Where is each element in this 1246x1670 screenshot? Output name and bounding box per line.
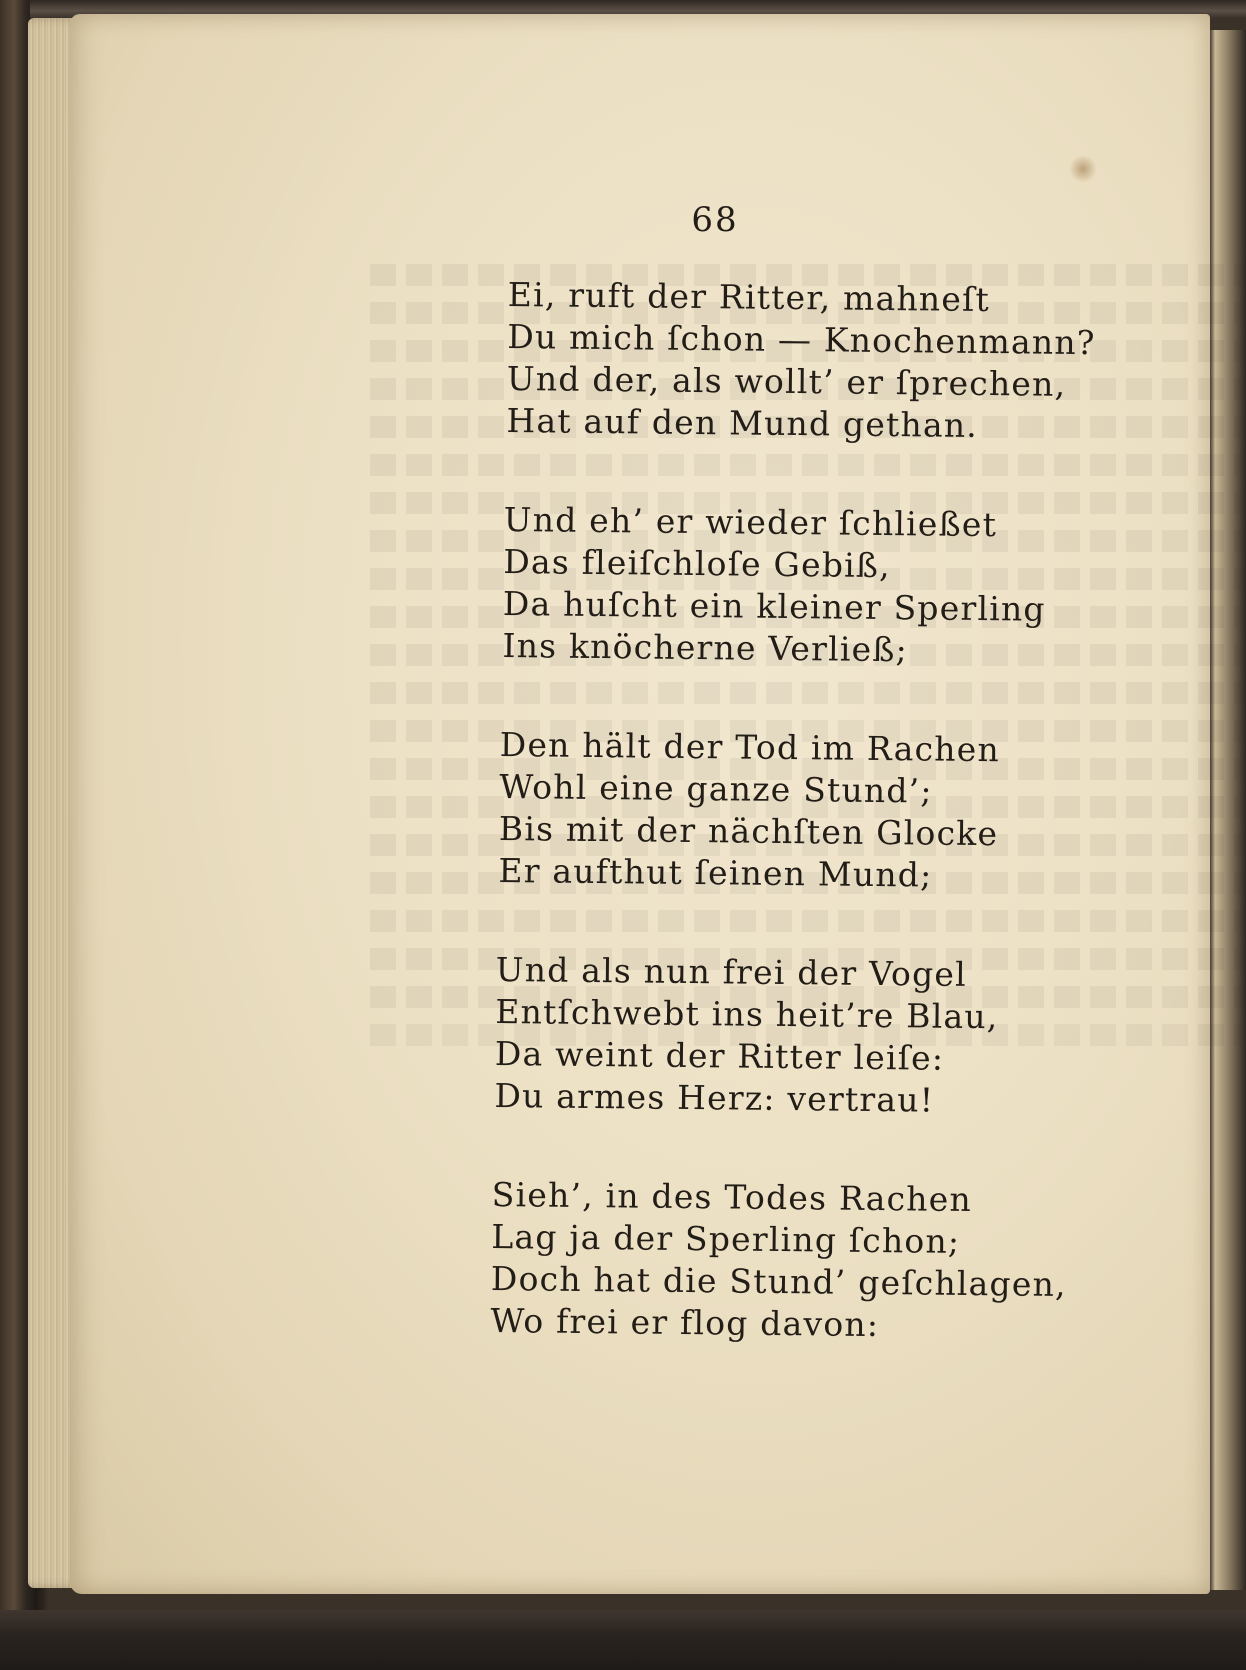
poem-line: Wo frei er flog davon: <box>490 1300 880 1345</box>
poem-text-block <box>70 14 1210 1594</box>
poem-line: Wohl eine ganze Stund’; <box>499 766 933 811</box>
poem-line: Du mich ſchon — Knochenmann? <box>507 316 1096 363</box>
book-cover-bottom-edge <box>0 1610 1246 1670</box>
poem-line: Doch hat die Stund’ geſchlagen, <box>490 1258 1067 1305</box>
poem-line: Da huſcht ein kleiner Sperling <box>502 583 1046 629</box>
poem-line: Du armes Herz: vertrau! <box>494 1075 935 1120</box>
poem-line: Bis mit der nächſten Glocke <box>498 808 999 854</box>
poem-line: Hat auf den Mund gethan. <box>506 400 979 445</box>
stanza-1 <box>506 274 1096 448</box>
stanza-5 <box>490 1174 1068 1348</box>
stanza-4 <box>494 949 999 1122</box>
poem-line: Entſchwebt ins heit’re Blau, <box>495 991 999 1037</box>
page-number: 68 <box>691 200 739 240</box>
poem-line: Lag ja der Sperling ſchon; <box>491 1216 961 1261</box>
stanza-3 <box>498 724 1000 897</box>
poem-line: Da weint der Ritter leiſe: <box>494 1033 945 1078</box>
poem-line: Und eh’ er wieder ſchließet <box>503 499 998 545</box>
poem-line: Das fleiſchloſe Gebiß, <box>503 541 892 586</box>
book-page <box>70 14 1210 1594</box>
poem-line: Ins knöcherne Verließ; <box>502 625 909 670</box>
poem-line: Und der, als wollt’ er ſprechen, <box>506 358 1067 404</box>
poem-line: Er aufthut ſeinen Mund; <box>498 850 933 895</box>
poem-line: Sieh’, in des Todes Rachen <box>491 1175 973 1220</box>
stanza-2 <box>502 499 1047 673</box>
poem-line: Den hält der Tod im Rachen <box>499 724 1001 770</box>
poem-line: Ei, ruft der Ritter, mahneſt <box>507 274 991 320</box>
poem-line: Und als nun frei der Vogel <box>495 949 968 994</box>
